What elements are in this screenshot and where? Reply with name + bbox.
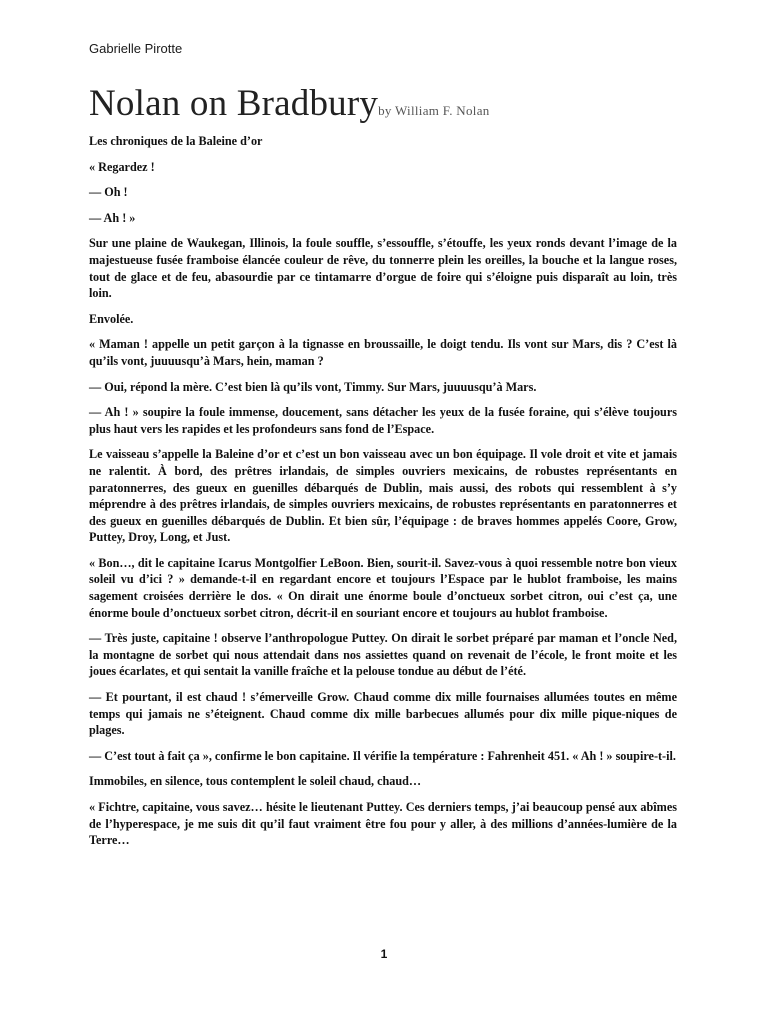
- body-paragraph: — Ah ! » soupire la foule immense, doucement, sans détacher les yeux de la fusée foraine, qui s’élève toujours plus haut vers les rapides et les profondeurs sans fond de l’Espace.: [89, 405, 677, 436]
- page-number: 1: [380, 947, 388, 961]
- running-header-author: Gabrielle Pirotte: [89, 41, 183, 56]
- title-block: [89, 82, 689, 125]
- body-paragraph: Sur une plaine de Waukegan, Illinois, la foule souffle, s’essouffle, s’étouffe, les yeux ronds devant l’image de la majestueuse fusée framboise élancée couleur de rêve, du tonnerre plein les oreilles, la bouche et la langue roses, tout de glace et de feu, abasourdie par ce tintamarre d’orgue de foire qui s’éloigne puis disparaît au loin, très loin.: [89, 236, 677, 301]
- dialogue-paragraph: — Ah ! »: [89, 210, 136, 225]
- body-paragraph: — Oui, répond la mère. C’est bien là qu’ils vont, Timmy. Sur Mars, juuuusqu’à Mars.: [89, 379, 537, 394]
- body-paragraph: — Et pourtant, il est chaud ! s’émerveille Grow. Chaud comme dix mille fournaises allumées toutes en même temps qui jamais ne s’éteignent. Chaud comme dix mille barbecues allumés pour dix mille pique-niques de plages.: [89, 690, 677, 738]
- dialogue-paragraph: « Regardez !: [89, 159, 155, 174]
- title-byline: by William F. Nolan: [378, 103, 490, 118]
- subtitle-paragraph: Les chroniques de la Baleine d’or: [89, 134, 263, 148]
- body-paragraph: « Fichtre, capitaine, vous savez… hésite le lieutenant Puttey. Ces derniers temps, j’ai beaucoup pensé aux abîmes de l’hyperespace, je me suis dit qu’il faut vraiment être fou pour y aller, à des millions d’années-lumière de la Terre…: [89, 800, 677, 848]
- body-paragraph: « Bon…, dit le capitaine Icarus Montgolfier LeBoon. Bien, sourit-il. Savez-vous à quoi ressemble notre bon vieux soleil vu d’ici ? » demande-t-il en regardant encore et toujours l’Espace par le hublot framboise, les mains sagement croisées derrière le dos. « On dirait une énorme boule d’onctueux sorbet citron, oui c’est ça, une énorme boule d’onctueux sorbet citron, décrit-il en souriant encore et toujours au hublot framboise.: [89, 555, 677, 620]
- body-paragraph: « Maman ! appelle un petit garçon à la tignasse en broussaille, le doigt tendu. Ils vont sur Mars, dis ? C’est là qu’ils vont, juuuusqu’à Mars, hein, maman ?: [89, 337, 677, 368]
- body-paragraph: Envolée.: [89, 311, 134, 326]
- body-text: [89, 133, 677, 858]
- dialogue-paragraph: — Oh !: [89, 185, 128, 200]
- body-paragraph: — Très juste, capitaine ! observe l’anthropologue Puttey. On dirait le sorbet préparé par maman et l’oncle Ned, la montagne de sorbet qui nous attendait dans nos assiettes quand on revenait de l’école, le front moite et les joues écarlates, et qui sentait la vanille fraîche et la pelouse tondue au début de l’été.: [89, 631, 677, 679]
- body-paragraph: — C’est tout à fait ça », confirme le bon capitaine. Il vérifie la température : Fahrenheit 451. « Ah ! » soupire-t-il.: [89, 748, 676, 763]
- body-paragraph: Le vaisseau s’appelle la Baleine d’or et c’est un bon vaisseau avec un bon équipage. Il vole droit et vite et jamais ne ralentit. À bord, des prêtres irlandais, de simples ouvriers mexicains, de robustes représentants en paratonnerres, des gueux en guenilles débarqués de Dublin, mais aussi, des robots qui ressemblent à s’y méprendre à des prêtres irlandais, de simples ouvriers mexicains, de robustes représentants en paratonnerres et des gueux en guenilles débarqués de Dublin. Et bien sûr, l’équipage : de braves hommes appelés Coore, Grow, Puttey, Droy, Long, et Just.: [89, 447, 677, 545]
- body-paragraph: Immobiles, en silence, tous contemplent le soleil chaud, chaud…: [89, 774, 422, 789]
- page-title: Nolan on Bradbury: [89, 83, 379, 124]
